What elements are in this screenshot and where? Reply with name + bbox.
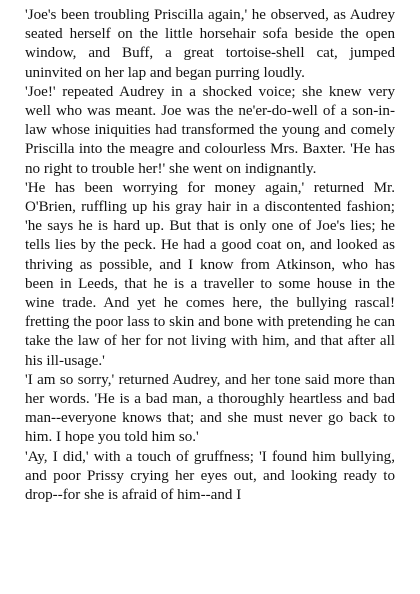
document-page bbox=[25, 6, 395, 505]
paragraph: 'Ay, I did,' with a touch of gruffness; 'I found him bullying, and poor Prissy crying her eyes out, and looking ready to drop--for she is afraid of him--and I bbox=[25, 448, 395, 504]
paragraph: 'I am so sorry,' returned Audrey, and her tone said more than her words. 'He is a bad man, a thoroughly heartless and bad man--everyone knows that; and she must never go back to him. I hope you told him so.' bbox=[25, 371, 395, 446]
paragraph: 'Joe's been troubling Priscilla again,' he observed, as Audrey seated herself on the little horsehair sofa beside the open window, and Buff, a great tortoise-shell cat, jumped uninvited on her lap and began purring loudly. bbox=[25, 7, 395, 81]
paragraph: 'Joe!' repeated Audrey in a shocked voice; she knew very well who was meant. Joe was the ne'er-do-well of a son-in-law whose iniquities had transformed the young and comely Priscilla into the meagre and colourless Mrs. Baxter. 'He has no right to trouble her!' she went on indignantly. bbox=[25, 83, 395, 177]
paragraph: 'He has been worrying for money again,' returned Mr. O'Brien, ruffling up his gray hair in a discontented fashion; 'he says he is hard up. But that is only one of Joe's lies; he tells lies by the peck. He had a good coat on, and looked as thriving as possible, and I know from Atkinson, who has been in Leeds, that he is a traveller to some house in the wine trade. And yet he comes here, the bullying rascal! fretting the poor lass to skin and bone with pretending he can take the law of her for not living with him, and that after all his ill-usage.' bbox=[25, 179, 395, 369]
